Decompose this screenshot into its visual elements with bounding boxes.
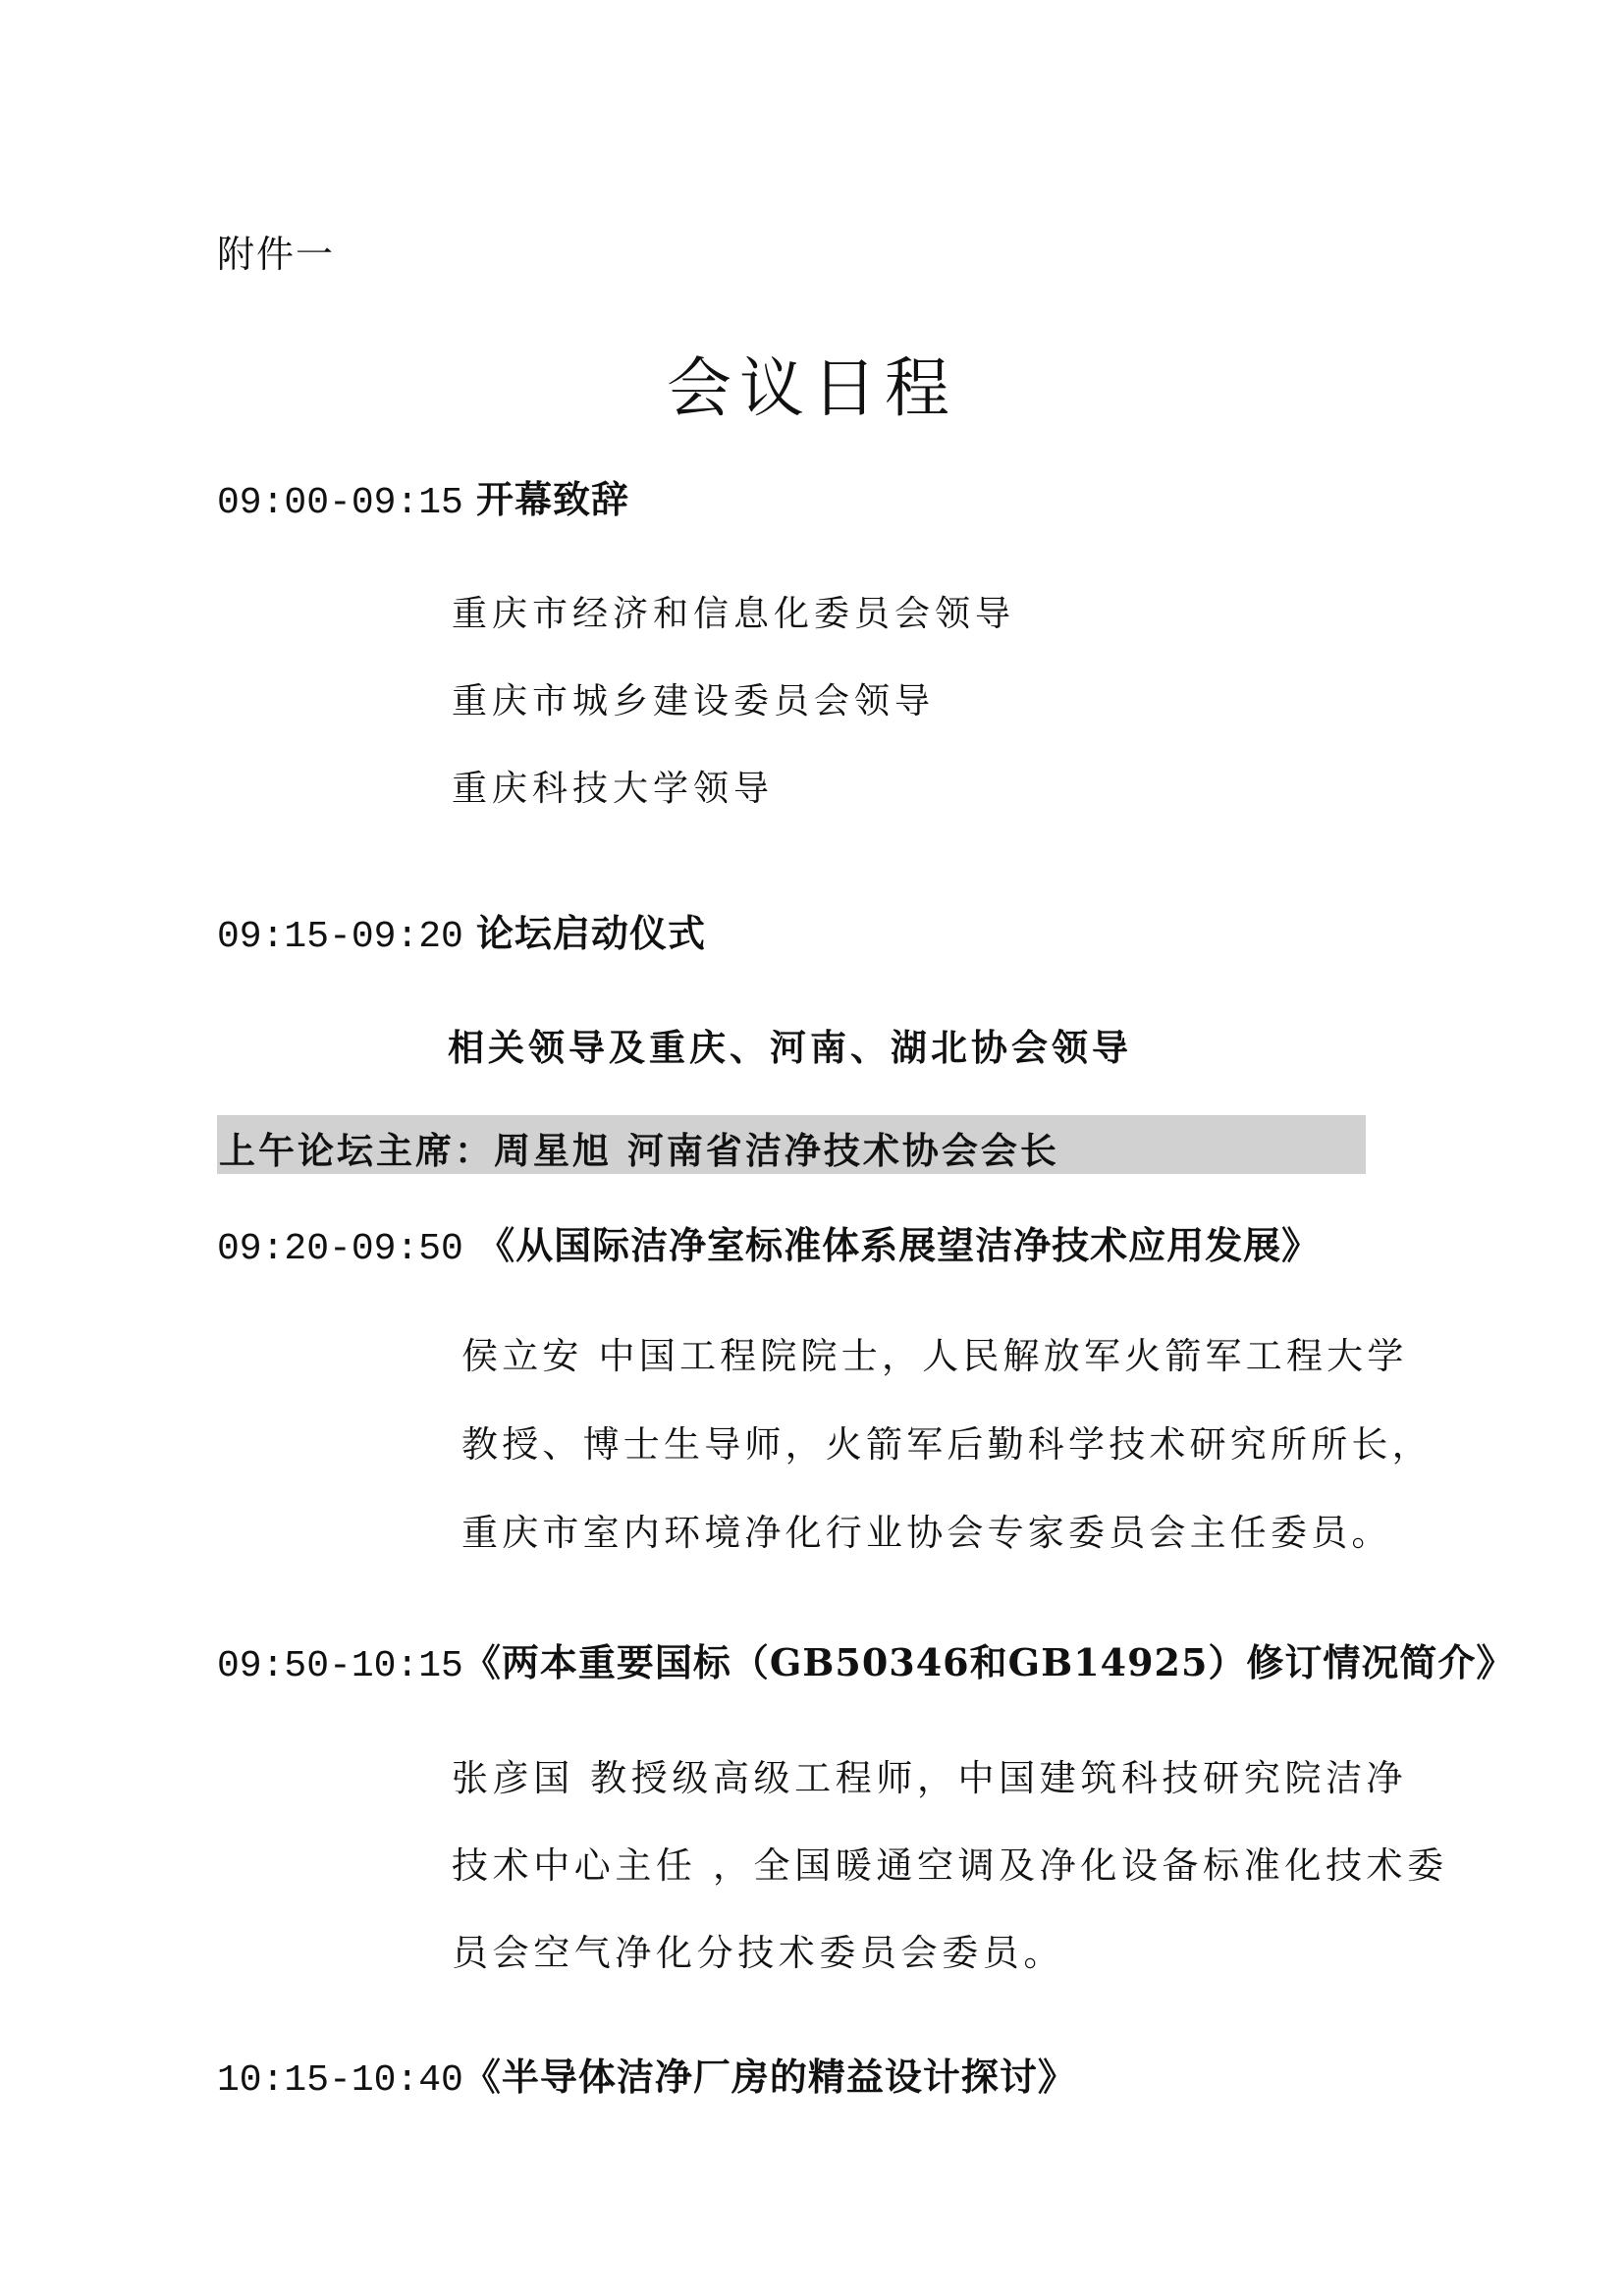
speaker-bio-line: 教授、博士生导师，火箭军后勤科学技术研究所所长， bbox=[461, 1423, 1433, 1466]
talk-time: 09:20-09:50 bbox=[217, 1228, 463, 1270]
speaker-bio-line: 重庆市室内环境净化行业协会专家委员会主任委员。 bbox=[461, 1512, 1392, 1554]
session-topic: 论坛启动仪式 bbox=[475, 911, 706, 955]
talk-title: 《两本重要国标（GB50346和GB14925）修订情况简介》 bbox=[462, 1640, 1515, 1684]
session-item: 重庆市经济和信息化委员会领导 bbox=[452, 594, 1016, 634]
talk-time: 10:15-10:40 bbox=[217, 2059, 463, 2102]
attachment-label: 附件一 bbox=[217, 233, 336, 276]
talk-heading bbox=[217, 2047, 1076, 2102]
speaker-bio-line: 张彦国 教授级高级工程师，中国建筑科技研究院洁净 bbox=[452, 1757, 1408, 1799]
talk-title: 《半导体洁净厂房的精益设计探讨》 bbox=[462, 2055, 1076, 2099]
speaker-bio-line: 员会空气净化分技术委员会委员。 bbox=[452, 1932, 1064, 1974]
talk-heading bbox=[217, 1215, 1320, 1270]
session-time: 09:15-09:20 bbox=[217, 916, 463, 958]
page-title: 会议日程 bbox=[667, 350, 957, 426]
session-heading bbox=[217, 903, 706, 958]
session-item: 重庆科技大学领导 bbox=[452, 769, 775, 809]
session-heading bbox=[217, 469, 629, 524]
talk-title: 《从国际洁净室标准体系展望洁净技术应用发展》 bbox=[462, 1223, 1321, 1267]
chair-text: 上午论坛主席：周星旭 河南省洁净技术协会会长 bbox=[219, 1129, 1059, 1172]
speaker-bio-line: 侯立安 中国工程院院士，人民解放军火箭军工程大学 bbox=[461, 1335, 1408, 1377]
talk-time: 09:50-10:15 bbox=[217, 1645, 463, 1687]
speaker-bio-line: 技术中心主任 ，全国暖通空调及净化设备标准化技术委 bbox=[452, 1844, 1448, 1887]
talk-heading bbox=[217, 1632, 1514, 1687]
session-time: 09:00-09:15 bbox=[217, 482, 463, 524]
session-item: 重庆市城乡建设委员会领导 bbox=[452, 681, 936, 721]
session-topic: 开幕致辞 bbox=[475, 477, 629, 521]
session-item: 相关领导及重庆、河南、湖北协会领导 bbox=[448, 1026, 1132, 1069]
